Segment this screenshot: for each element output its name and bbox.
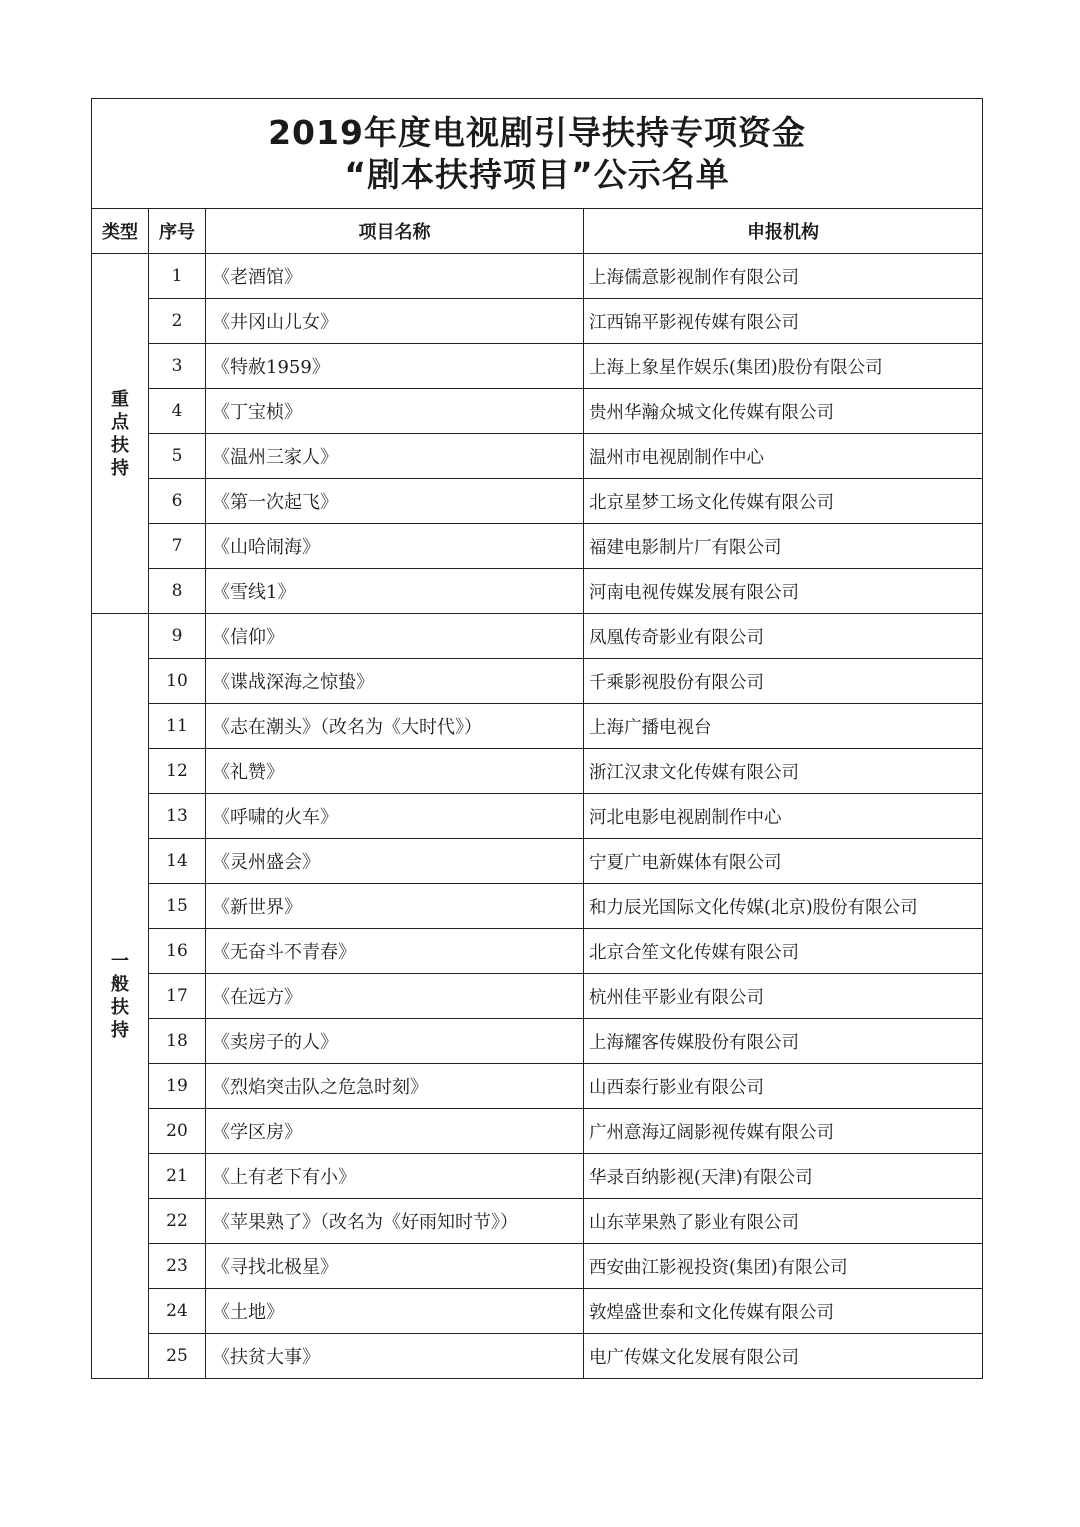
project-list-table [91, 98, 983, 1379]
row-index: 15 [149, 884, 206, 929]
row-index: 24 [149, 1289, 206, 1334]
project-name: 《信仰》 [206, 614, 584, 659]
table-row [92, 1064, 983, 1109]
row-index: 21 [149, 1154, 206, 1199]
organization: 宁夏广电新媒体有限公司 [584, 839, 983, 884]
project-name: 《特赦1959》 [206, 344, 584, 389]
organization: 凤凰传奇影业有限公司 [584, 614, 983, 659]
project-name: 《志在潮头》（改名为《大时代》） [206, 704, 584, 749]
row-index: 16 [149, 929, 206, 974]
project-name: 《温州三家人》 [206, 434, 584, 479]
row-index: 17 [149, 974, 206, 1019]
project-name: 《灵州盛会》 [206, 839, 584, 884]
organization: 上海儒意影视制作有限公司 [584, 254, 983, 299]
project-name: 《在远方》 [206, 974, 584, 1019]
project-name: 《上有老下有小》 [206, 1154, 584, 1199]
table-row [92, 389, 983, 434]
row-index: 13 [149, 794, 206, 839]
table-row [92, 929, 983, 974]
table-row [92, 299, 983, 344]
organization: 上海广播电视台 [584, 704, 983, 749]
project-name: 《扶贫大事》 [206, 1334, 584, 1379]
table-row [92, 569, 983, 614]
organization: 西安曲江影视投资(集团)有限公司 [584, 1244, 983, 1289]
table-row [92, 884, 983, 929]
title-line-1: 2019年度电视剧引导扶持专项资金 [268, 112, 806, 152]
organization: 浙江汉隶文化传媒有限公司 [584, 749, 983, 794]
table-row [92, 974, 983, 1019]
organization: 山东苹果熟了影业有限公司 [584, 1199, 983, 1244]
project-name: 《苹果熟了》（改名为《好雨知时节》） [206, 1199, 584, 1244]
table-row [92, 1109, 983, 1154]
organization: 北京星梦工场文化传媒有限公司 [584, 479, 983, 524]
title-line-2: “剧本扶持项目”公示名单 [344, 154, 730, 194]
organization: 华录百纳影视(天津)有限公司 [584, 1154, 983, 1199]
table-row [92, 434, 983, 479]
group-label: 重点扶持 [111, 388, 129, 479]
table-row [92, 1154, 983, 1199]
table-row [92, 749, 983, 794]
row-index: 6 [149, 479, 206, 524]
project-name: 《无奋斗不青春》 [206, 929, 584, 974]
table-row [92, 344, 983, 389]
table-row [92, 479, 983, 524]
row-index: 5 [149, 434, 206, 479]
row-index: 8 [149, 569, 206, 614]
project-name: 《学区房》 [206, 1109, 584, 1154]
table-row [92, 839, 983, 884]
table-row [92, 1289, 983, 1334]
row-index: 3 [149, 344, 206, 389]
organization: 山西泰行影业有限公司 [584, 1064, 983, 1109]
organization: 杭州佳平影业有限公司 [584, 974, 983, 1019]
row-index: 10 [149, 659, 206, 704]
project-name: 《井冈山儿女》 [206, 299, 584, 344]
table-row [92, 1244, 983, 1289]
row-index: 9 [149, 614, 206, 659]
organization: 福建电影制片厂有限公司 [584, 524, 983, 569]
table-row [92, 794, 983, 839]
row-index: 1 [149, 254, 206, 299]
row-index: 25 [149, 1334, 206, 1379]
organization: 上海耀客传媒股份有限公司 [584, 1019, 983, 1064]
row-index: 7 [149, 524, 206, 569]
project-name: 《第一次起飞》 [206, 479, 584, 524]
row-index: 19 [149, 1064, 206, 1109]
project-name: 《土地》 [206, 1289, 584, 1334]
project-name: 《礼赞》 [206, 749, 584, 794]
table-row [92, 1199, 983, 1244]
organization: 和力辰光国际文化传媒(北京)股份有限公司 [584, 884, 983, 929]
header-organization: 申报机构 [584, 209, 983, 254]
document-title [92, 99, 983, 209]
organization: 江西锦平影视传媒有限公司 [584, 299, 983, 344]
project-name: 《丁宝桢》 [206, 389, 584, 434]
row-index: 4 [149, 389, 206, 434]
table-row [92, 659, 983, 704]
table-row [92, 524, 983, 569]
project-name: 《谍战深海之惊蛰》 [206, 659, 584, 704]
organization: 上海上象星作娱乐(集团)股份有限公司 [584, 344, 983, 389]
project-name: 《山哈闹海》 [206, 524, 584, 569]
row-index: 18 [149, 1019, 206, 1064]
organization: 千乘影视股份有限公司 [584, 659, 983, 704]
project-name: 《烈焰突击队之危急时刻》 [206, 1064, 584, 1109]
row-index: 12 [149, 749, 206, 794]
table-row [92, 704, 983, 749]
organization: 电广传媒文化发展有限公司 [584, 1334, 983, 1379]
organization: 敦煌盛世泰和文化传媒有限公司 [584, 1289, 983, 1334]
project-name: 《呼啸的火车》 [206, 794, 584, 839]
row-index: 20 [149, 1109, 206, 1154]
project-name: 《老酒馆》 [206, 254, 584, 299]
organization: 温州市电视剧制作中心 [584, 434, 983, 479]
row-index: 23 [149, 1244, 206, 1289]
table-row [92, 254, 983, 299]
table-row [92, 1019, 983, 1064]
row-index: 14 [149, 839, 206, 884]
group-label: 一般扶持 [111, 951, 129, 1041]
header-index: 序号 [149, 209, 206, 254]
organization: 广州意海辽阔影视传媒有限公司 [584, 1109, 983, 1154]
header-project-name: 项目名称 [206, 209, 584, 254]
project-name: 《卖房子的人》 [206, 1019, 584, 1064]
group-general-support [92, 614, 149, 1379]
organization: 河北电影电视剧制作中心 [584, 794, 983, 839]
project-name: 《寻找北极星》 [206, 1244, 584, 1289]
row-index: 11 [149, 704, 206, 749]
table-row [92, 1334, 983, 1379]
organization: 贵州华瀚众城文化传媒有限公司 [584, 389, 983, 434]
organization: 北京合笙文化传媒有限公司 [584, 929, 983, 974]
group-key-support [92, 254, 149, 614]
header-type: 类型 [92, 209, 149, 254]
table-row [92, 614, 983, 659]
project-name: 《新世界》 [206, 884, 584, 929]
row-index: 2 [149, 299, 206, 344]
project-name: 《雪线1》 [206, 569, 584, 614]
organization: 河南电视传媒发展有限公司 [584, 569, 983, 614]
row-index: 22 [149, 1199, 206, 1244]
